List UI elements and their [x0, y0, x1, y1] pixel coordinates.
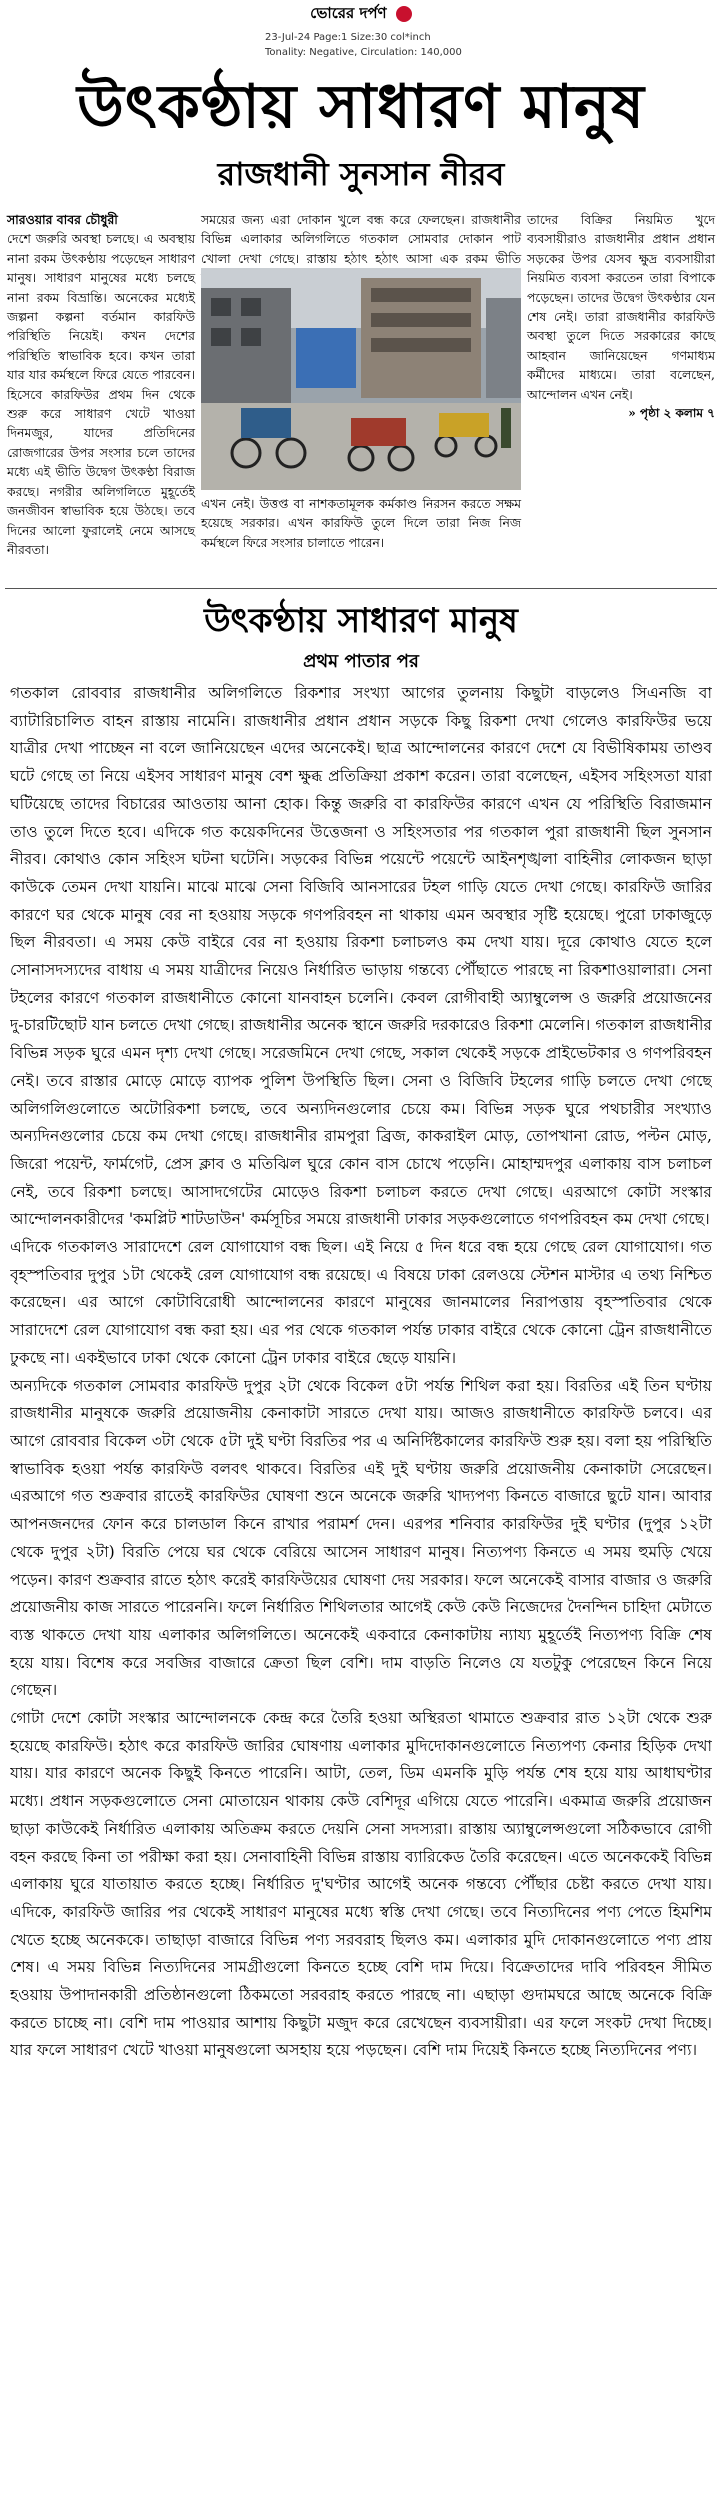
headline: উৎকণ্ঠায় সাধারণ মানুষ: [77, 72, 645, 142]
section-divider: [5, 588, 717, 589]
lead-column-2: [201, 210, 521, 550]
clip-meta-line-1: 23-Jul-24 Page:1 Size:30 col*inch: [265, 32, 431, 43]
lead-article-columns: [5, 210, 717, 582]
street-photo: [201, 268, 521, 490]
lead-column-1-text: দেশে জরুরি অবস্থা চলছে। এ অবস্থায় নানা রকম উৎকণ্ঠায় পড়েছেন সাধারণ মানুষ। সাধারণ মানুষের মধ্যে চলছে নানা রকম বিভ্রান্তি। অনেকের মধ্যেই জল্পনা কল্পনা বর্তমান কারফিউ পরিস্থিতি নিয়েই। কখন দেশের পরিস্থিতি স্বাভাবিক হবে। কখন তারা যার যার কর্মস্থলে ফিরে যেতে পারবেন। হিসেবে কারফিউর প্রথম দিন থেকে শুরু করে সাধারণ খেটে খাওয়া দিনমজুর, যাদের প্রতিদিনের রোজগারের উপর সংসার চলে তাদের মধ্যে এই ভীতি উদ্বেগ উৎকণ্ঠা বিরাজ করছে। নগরীর অলিগলিতে মুহূর্তেই জনজীবন স্বাভাবিক হয়ে উঠছে। তবে দিনের আলো ফুরালেই নেমে আসছে নীরবতা।: [7, 231, 195, 557]
continuation-paragraph: এদিকে গতকালও সারাদেশে রেল যোগাযোগ বন্ধ ছিল। এই নিয়ে ৫ দিন ধরে বন্ধ হয়ে গেছে রেল যোগাযোগ। গত বৃহস্পতিবার দুপুর ১টা থেকেই রেল যোগাযোগ বন্ধ রয়েছে। এ বিষয়ে ঢাকা রেলওয়ে স্টেশন মাস্টার এ তথ্য নিশ্চিত করেছেন। এর আগে কোটাবিরোধী আন্দোলনের কারণে মানুষের জানমালের নিরাপত্তায় বৃহস্পতিবার থেকে সারাদেশে রেল যোগাযোগ বন্ধ করা হয়। এর পর থেকে গতকাল পর্যন্ত ঢাকার বাইরে থেকে কোনো ট্রেন রাজধানীতে ঢুকছে না। একইভাবে ঢাকা থেকে কোনো ট্রেন ঢাকার বাইরে ছেড়ে যায়নি।: [10, 1238, 712, 1367]
lead-column-3-text: তাদের বিক্রির নিয়মিত খুদে ব্যবসায়ীরাও রাজধানীর প্রধান প্রধান সড়কের উপর যেসব ক্ষুদ্র ব্যবসায়ীরা নিয়মিত ব্যবসা করতেন তারা বিপাকে পড়েছেন। তাদের উদ্বেগ উৎকণ্ঠার যেন শেষ নেই। তারা রাজধানীর কারফিউ অবস্থা তুলে দিতে সরকারের কাছে আহবান জানিয়েছেন গণমাধ্যম কর্মীদের মাধ্যমে। তারা বলেছেন, আন্দোলন এখন নেই।: [527, 212, 715, 402]
lead-column-2-top-text: সময়ের জন্য এরা দোকান খুলে বন্ধ করে ফেলছেন। রাজধানীর বিভিন্ন এলাকার অলিগলিতে গতকাল সোমবার দোকান পাট খোলা দেখা গেছে। রাস্তায় হঠাৎ হঠাৎ আসা এক রকম ভীতি: [201, 212, 521, 266]
lead-column-3: [527, 210, 715, 423]
continuation-paragraph: গোটা দেশে কোটা সংস্কার আন্দোলনকে কেন্দ্র করে তৈরি হওয়া অস্থিরতা থামাতে শুক্রবার রাত ১২টা থেকে শুরু হয়েছে কারফিউ। হঠাৎ করে কারফিউ জারির ঘোষণায় এলাকার মুদিদোকানগুলোতে নিত্যপণ্য কেনার হিড়িক দেখা যায়। যার কারণে অনেক কিছুই কিনতে পারেনি। আটা, তেল, ডিম এমনকি মুড়ি পর্যন্ত শেষ হয়ে যায় আধাঘণ্টার মধ্যে। প্রধান সড়কগুলোতে সেনা মোতায়েন থাকায় কেউ বেশিদূর এগিয়ে যেতে পারেনি। একমাত্র জরুরি প্রয়োজন ছাড়া কাউকেই নির্ধারিত এলাকায় অতিক্রম করতে দেয়নি সেনা সদস্যরা। রাস্তায় অ্যাম্বুলেন্সগুলো সঠিকভাবে রোগী বহন করছে কিনা তা পরীক্ষা করা হয়। সেনাবাহিনী বিভিন্ন রাস্তায় ব্যারিকেড তৈরি করেছেন। এতে অনেককেই বিভিন্ন এলাকায় ঘুরে যাতায়াত করতে হচ্ছে। নির্ধারিত দু'ঘণ্টার আগেই অনেক গন্তব্যে পৌঁছার চেষ্টা করতে দেখা যায়। এদিকে, কারফিউ জারির পর থেকেই সাধারণ মানুষের মধ্যে স্বস্তি দেখা গেছে। তবে নিত্যদিনের পণ্য পেতে হিমশিম খেতে হচ্ছে অনেককে। তাছাড়া বাজারে বিভিন্ন পণ্য সরবরাহ ছিলও কম। এলাকার মুদি দোকানগুলোতে পণ্য প্রায় শেষ। এ সময় বিভিন্ন নিত্যদিনের সামগ্রীগুলো কিনতে হচ্ছে বেশি দাম দিয়ে। বিক্রেতাদের দাবি পরিবহন সীমিত হওয়ায় উপাদানকারী প্রতিষ্ঠানগুলো ঠিকমতো সরবরাহ করতে পারছে না। এছাড়া গুদামঘরে আছে অনেকে বিক্রি করতে চাচ্ছে না। বেশি দাম পাওয়ার আশায় কিছুটা মজুদ করে রেখেছেন ব্যবসায়ীরা। এর ফলে সংকট দেখা দিচ্ছে। যার ফলে সাধারণ খেটে খাওয়া মানুষগুলো অসহায় হয়ে পড়ছেন। বেশি দাম দিয়েই কিনতে হচ্ছে নিত্যদিনের পণ্য।: [10, 1709, 712, 2060]
continuation-paragraph: অন্যদিকে গতকাল সোমবার কারফিউ দুপুর ২টা থেকে বিকেল ৫টা পর্যন্ত শিথিল করা হয়। বিরতির এই তিন ঘণ্টায় রাজধানীর মানুষকে জরুরি প্রয়োজনীয় কেনাকাটা সারতে দেখা যায়। আজও রাজধানীতে কারফিউ চলবে। এর আগে রোববার বিকেল ৩টা থেকে ৫টা দুই ঘণ্টা বিরতির পর এ অনির্দিষ্টকালের কারফিউ শুরু হয়। বলা হয় পরিস্থিতি স্বাভাবিক হওয়া পর্যন্ত কারফিউ বলবৎ থাকবে। বিরতির এই দুই ঘণ্টায় জরুরি প্রয়োজনীয় কেনাকাটা সেরেছেন। এরআগে গত শুক্রবার রাতেই কারফিউর ঘোষণা শুনে অনেকে জরুরি খাদ্যপণ্য কিনতে বাজারে ছুটে যান। আবার আপনজনদের ফোন করে চালডাল কিনে রাখার পরামর্শ দেন। এরপর শনিবার কারফিউর দুই ঘণ্টার (দুপুর ১২টা থেকে দুপুর ২টা) বিরতি পেয়ে ঘর থেকে বেরিয়ে আসেন সাধারণ মানুষ। নিত্যপণ্য কিনতে এ সময় হুমড়ি খেয়ে পড়েন। কারণ শুক্রবার রাতে হঠাৎ করেই কারফিউয়ের ঘোষণা দেয় সরকার। ফলে অনেকেই বাসার বাজার ও জরুরি প্রয়োজনীয় কাজ সারতে পারেননি। ফলে নির্ধারিত শিথিলতার আগেই কেউ কেউ নিজেদের দৈনন্দিন চাহিদা মেটাতে ব্যস্ত থাকতে দেখা যায় এলাকার অলিগলিতে। অনেকেই একবারে কেনাকাটায় ন্যায্য মুহূর্তেই নিত্যপণ্য বিক্রি শেষ হয়ে যায়। বিশেষ করে সবজির বাজারে ক্রেতা ছিল বেশি। দাম বাড়তি নিলেও যে যতটুকু পেরেছেন কিনে নিয়ে গেছেন।: [10, 1376, 712, 1700]
continuation-paragraph: গতকাল রোববার রাজধানীর অলিগলিতে রিকশার সংখ্যা আগের তুলনায় কিছুটা বাড়লেও সিএনজি বা ব্যাটারিচালিত বাহন রাস্তায় নামেনি। রাজধানীর প্রধান প্রধান সড়কে কিছু রিকশা দেখা গেলেও কারফিউর ভয়ে যাত্রীর দেখা পাচ্ছেন না বলে জানিয়েছেন এদের অনেকেই। ছাত্র আন্দোলনের কারণে দেশে যে বিভীষিকাময় তাণ্ডব ঘটে গেছে তা নিয়ে এইসব সাধারণ মানুষ বেশ ক্ষুব্ধ প্রতিক্রিয়া প্রকাশ করেন। তারা বলেছেন, এইসব সহিংসতা যারা ঘটিয়েছে তাদের বিচারের আওতায় আনা হোক। কিন্তু জরুরি বা কারফিউর কারণে এখন যে পরিস্থিতি বিরাজমান তাও তুলে দিতে হবে। এদিকে গত কয়েকদিনের উত্তেজনা ও সহিংসতার পর গতকাল পুরা রাজধানী ছিল সুনসান নীরব। কোথাও কোন সহিংস ঘটনা ঘটেনি। সড়কের বিভিন্ন পয়েন্টে পয়েন্টে আইনশৃঙ্খলা বাহিনীর লোকজন ছাড়া কাউকে তেমন দেখা যায়নি। মাঝে মাঝে সেনা বিজিবি আনসারের টহল গাড়ি যেতে দেখা গেছে। কারফিউ জারির কারণে ঘর থেকে মানুষ বের না হওয়ায় সড়কে গণপরিবহন না থাকায় এমন অবস্থার সৃষ্টি হয়েছে। পুরো ঢাকাজুড়ে ছিল নীরবতা। এ সময় কেউ বাইরে বের না হওয়ায় রিকশা চলাচলও কম দেখা যায়। দূরে কোথাও যেতে হলে সোনাসদস্যদের বাধায় এ সময় যাত্রীদের নিয়েও নির্ধারিত ভাড়ায় গন্তব্যে পৌঁছাতে পারছে না রিকশাওয়ালারা। সেনা টহলের কারণে গতকাল রাজধানীতে কোনো যানবাহন চলেনি। কেবল রোগীবাহী অ্যাম্বুলেন্স ও জরুরি প্রয়োজনের দু-চারটিছোট যান চলতে দেখা গেছে। রাজধানীর অনেক স্থানে জরুরি দরকারেও রিকশা মেলেনি। গতকাল রাজধানীর বিভিন্ন সড়ক ঘুরে এমন দৃশ্য দেখা গেছে। সরেজমিনে দেখা গেছে, সকাল থেকেই সড়কে প্রাইভেটকার ও গণপরিবহন নেই। তবে রাস্তার মোড়ে মোড়ে ব্যাপক পুলিশ উপস্থিতি ছিল। সেনা ও বিজিবি টহলের গাড়ি চলতে দেখা গেছে অলিগলিগুলোতে অটোরিকশা চলছে, তবে অন্যদিনগুলোর চেয়ে কম। বিভিন্ন সড়ক ঘুরে পথচারীর সংখ্যাও অন্যদিনগুলোর চেয়ে কম দেখা গেছে। রাজধানীর রামপুরা ব্রিজ, কাকরাইল মোড়, তোপখানা রোড, পল্টন মোড়, জিরো পয়েন্ট, ফার্মগেট, প্রেস ক্লাব ও মতিঝিল ঘুরে কোন বাস চোখে পড়েনি। মোহাম্মদপুর এলাকায় বাস চলাচল নেই, তবে রিকশা চলছে। আসাদগেটের মোড়েও রিকশা চলাচল করতে দেখা গেছে। এরআগে কোটা সংস্কার আন্দোলনকারীদের 'কমপ্লিট শাটডাউন' কর্মসূচির সময়ে রাজধানী ঢাকার সড়কগুলোতে গণপরিবহন কম দেখা গেছে।: [10, 684, 712, 1229]
continuation-subtitle: প্রথম পাতার পর: [303, 651, 419, 672]
continuation-title: উৎকণ্ঠায় সাধারণ মানুষ: [204, 601, 518, 641]
byline: সারওয়ার বাবর চৌধুরী: [7, 212, 118, 227]
jump-line: » পৃষ্ঠা ২ কলাম ৭: [628, 406, 715, 421]
continuation-body: [10, 680, 712, 2490]
masthead: [0, 0, 722, 64]
clip-meta-line-2: Tonality: Negative, Circulation: 140,000: [265, 47, 462, 58]
lead-column-2-bottom-text: এখন নেই। উত্তপ্ত বা নাশকতামূলক কর্মকাণ্ড নিরসন করতে সক্ষম হয়েছে সরকার। এখন কারফিউ তুলে দিলে তারা নিজ নিজ কর্মস্থলে ফিরে সংসার চালাতে পারেন।: [201, 496, 521, 550]
brand-name: ভোরের দর্পণ: [310, 4, 387, 22]
subheadline: রাজধানী সুনসান নীরব: [217, 155, 505, 193]
newspaper-logo: [250, 2, 472, 27]
brand-dot-icon: [396, 6, 412, 22]
lead-column-2-bottom: [201, 494, 521, 552]
street-photo-image: [201, 268, 521, 490]
lead-column-1: [7, 210, 195, 559]
